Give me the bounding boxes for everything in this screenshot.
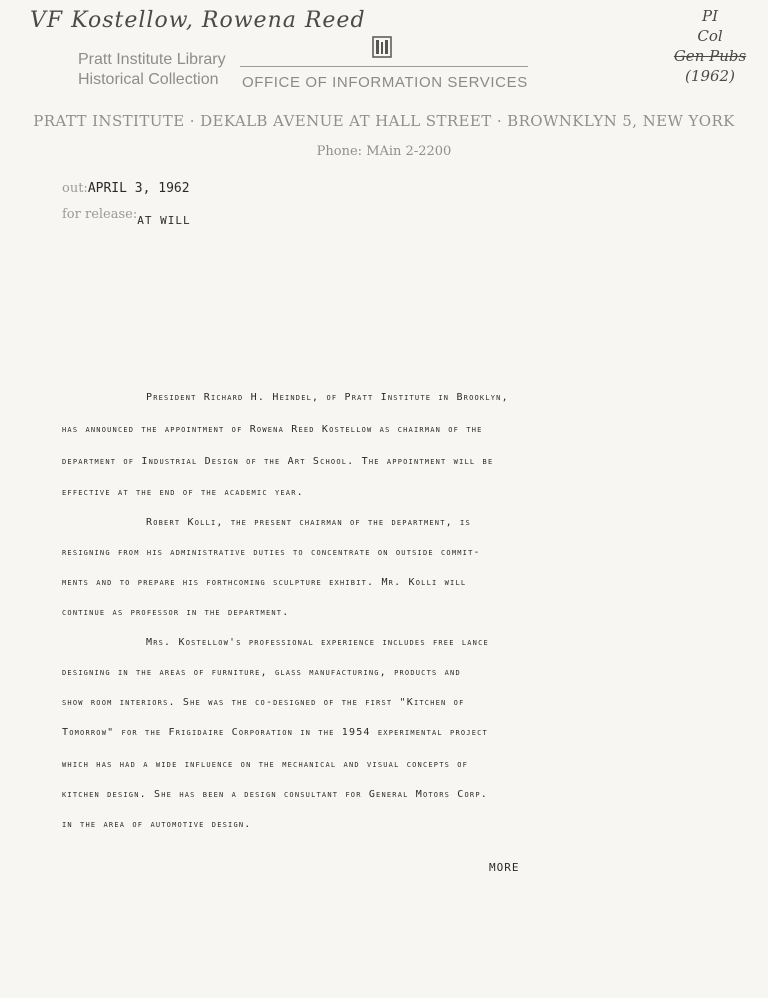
body-line: Robert Kolli, the present chairman of the department, is — [146, 517, 471, 528]
out-date: APRIL 3, 1962 — [87, 181, 190, 196]
body-line: in the area of automotive design. — [62, 819, 252, 830]
pratt-logo-icon — [372, 36, 392, 58]
release-row — [62, 205, 191, 227]
release-value: AT WILL — [137, 214, 191, 227]
body-line: President Richard H. Heindel, of Pratt Institute in Brooklyn, — [146, 392, 509, 403]
body-line: ments and to prepare his forthcoming sculpture exhibit. Mr. Kolli will — [62, 577, 467, 588]
body-line: show room interiors. She was the co-designed of the first "Kitchen of — [62, 697, 465, 708]
body-line: which has had a wide influence on the mechanical and visual concepts of — [62, 759, 469, 770]
more-marker: MORE — [489, 861, 520, 874]
handwritten-catalog-note — [660, 6, 760, 86]
body-line: continue as professor in the department. — [62, 607, 290, 618]
office-title: OFFICE OF INFORMATION SERVICES — [242, 74, 528, 91]
library-stamp-line: Historical Collection — [78, 71, 219, 88]
body-line: resigning from his administrative duties to concentrate on outside commit- — [62, 547, 481, 558]
library-stamp-line: Pratt Institute Library — [78, 51, 226, 68]
handwritten-subject-note: VF Kostellow, Rowena Reed — [30, 8, 366, 33]
body-line: kitchen design. She has been a design consultant for General Motors Corp. — [62, 789, 488, 800]
library-stamp — [78, 50, 226, 90]
office-rule — [240, 66, 528, 67]
body-line: designing in the areas of furniture, glass manufacturing, products and — [62, 667, 461, 678]
out-date-row — [62, 179, 190, 197]
catalog-note-line: Gen Pubs — [673, 47, 747, 65]
catalog-note-line: Col — [697, 27, 723, 45]
out-label: out: — [62, 181, 88, 196]
catalog-note-line: (1962) — [685, 67, 735, 85]
letterhead-phone: Phone: MAin 2-2200 — [316, 144, 452, 159]
body-line: department of Industrial Design of the Art School. The appointment will be — [62, 456, 494, 467]
letterhead-address: PRATT INSTITUTE · DEKALB AVENUE AT HALL STREET · BROWNKLYN 5, NEW YORK — [33, 112, 735, 130]
body-line: Mrs. Kostellow's professional experience includes free lance — [146, 637, 489, 648]
body-line: effective at the end of the academic year. — [62, 487, 304, 498]
body-line: Tomorrow" for the Frigidaire Corporation in the 1954 experimental project — [62, 727, 488, 738]
release-label: for release: — [62, 207, 138, 222]
catalog-note-line: PI — [701, 7, 719, 25]
body-line: has announced the appointment of Rowena Reed Kostellow as chairman of the — [62, 424, 483, 435]
